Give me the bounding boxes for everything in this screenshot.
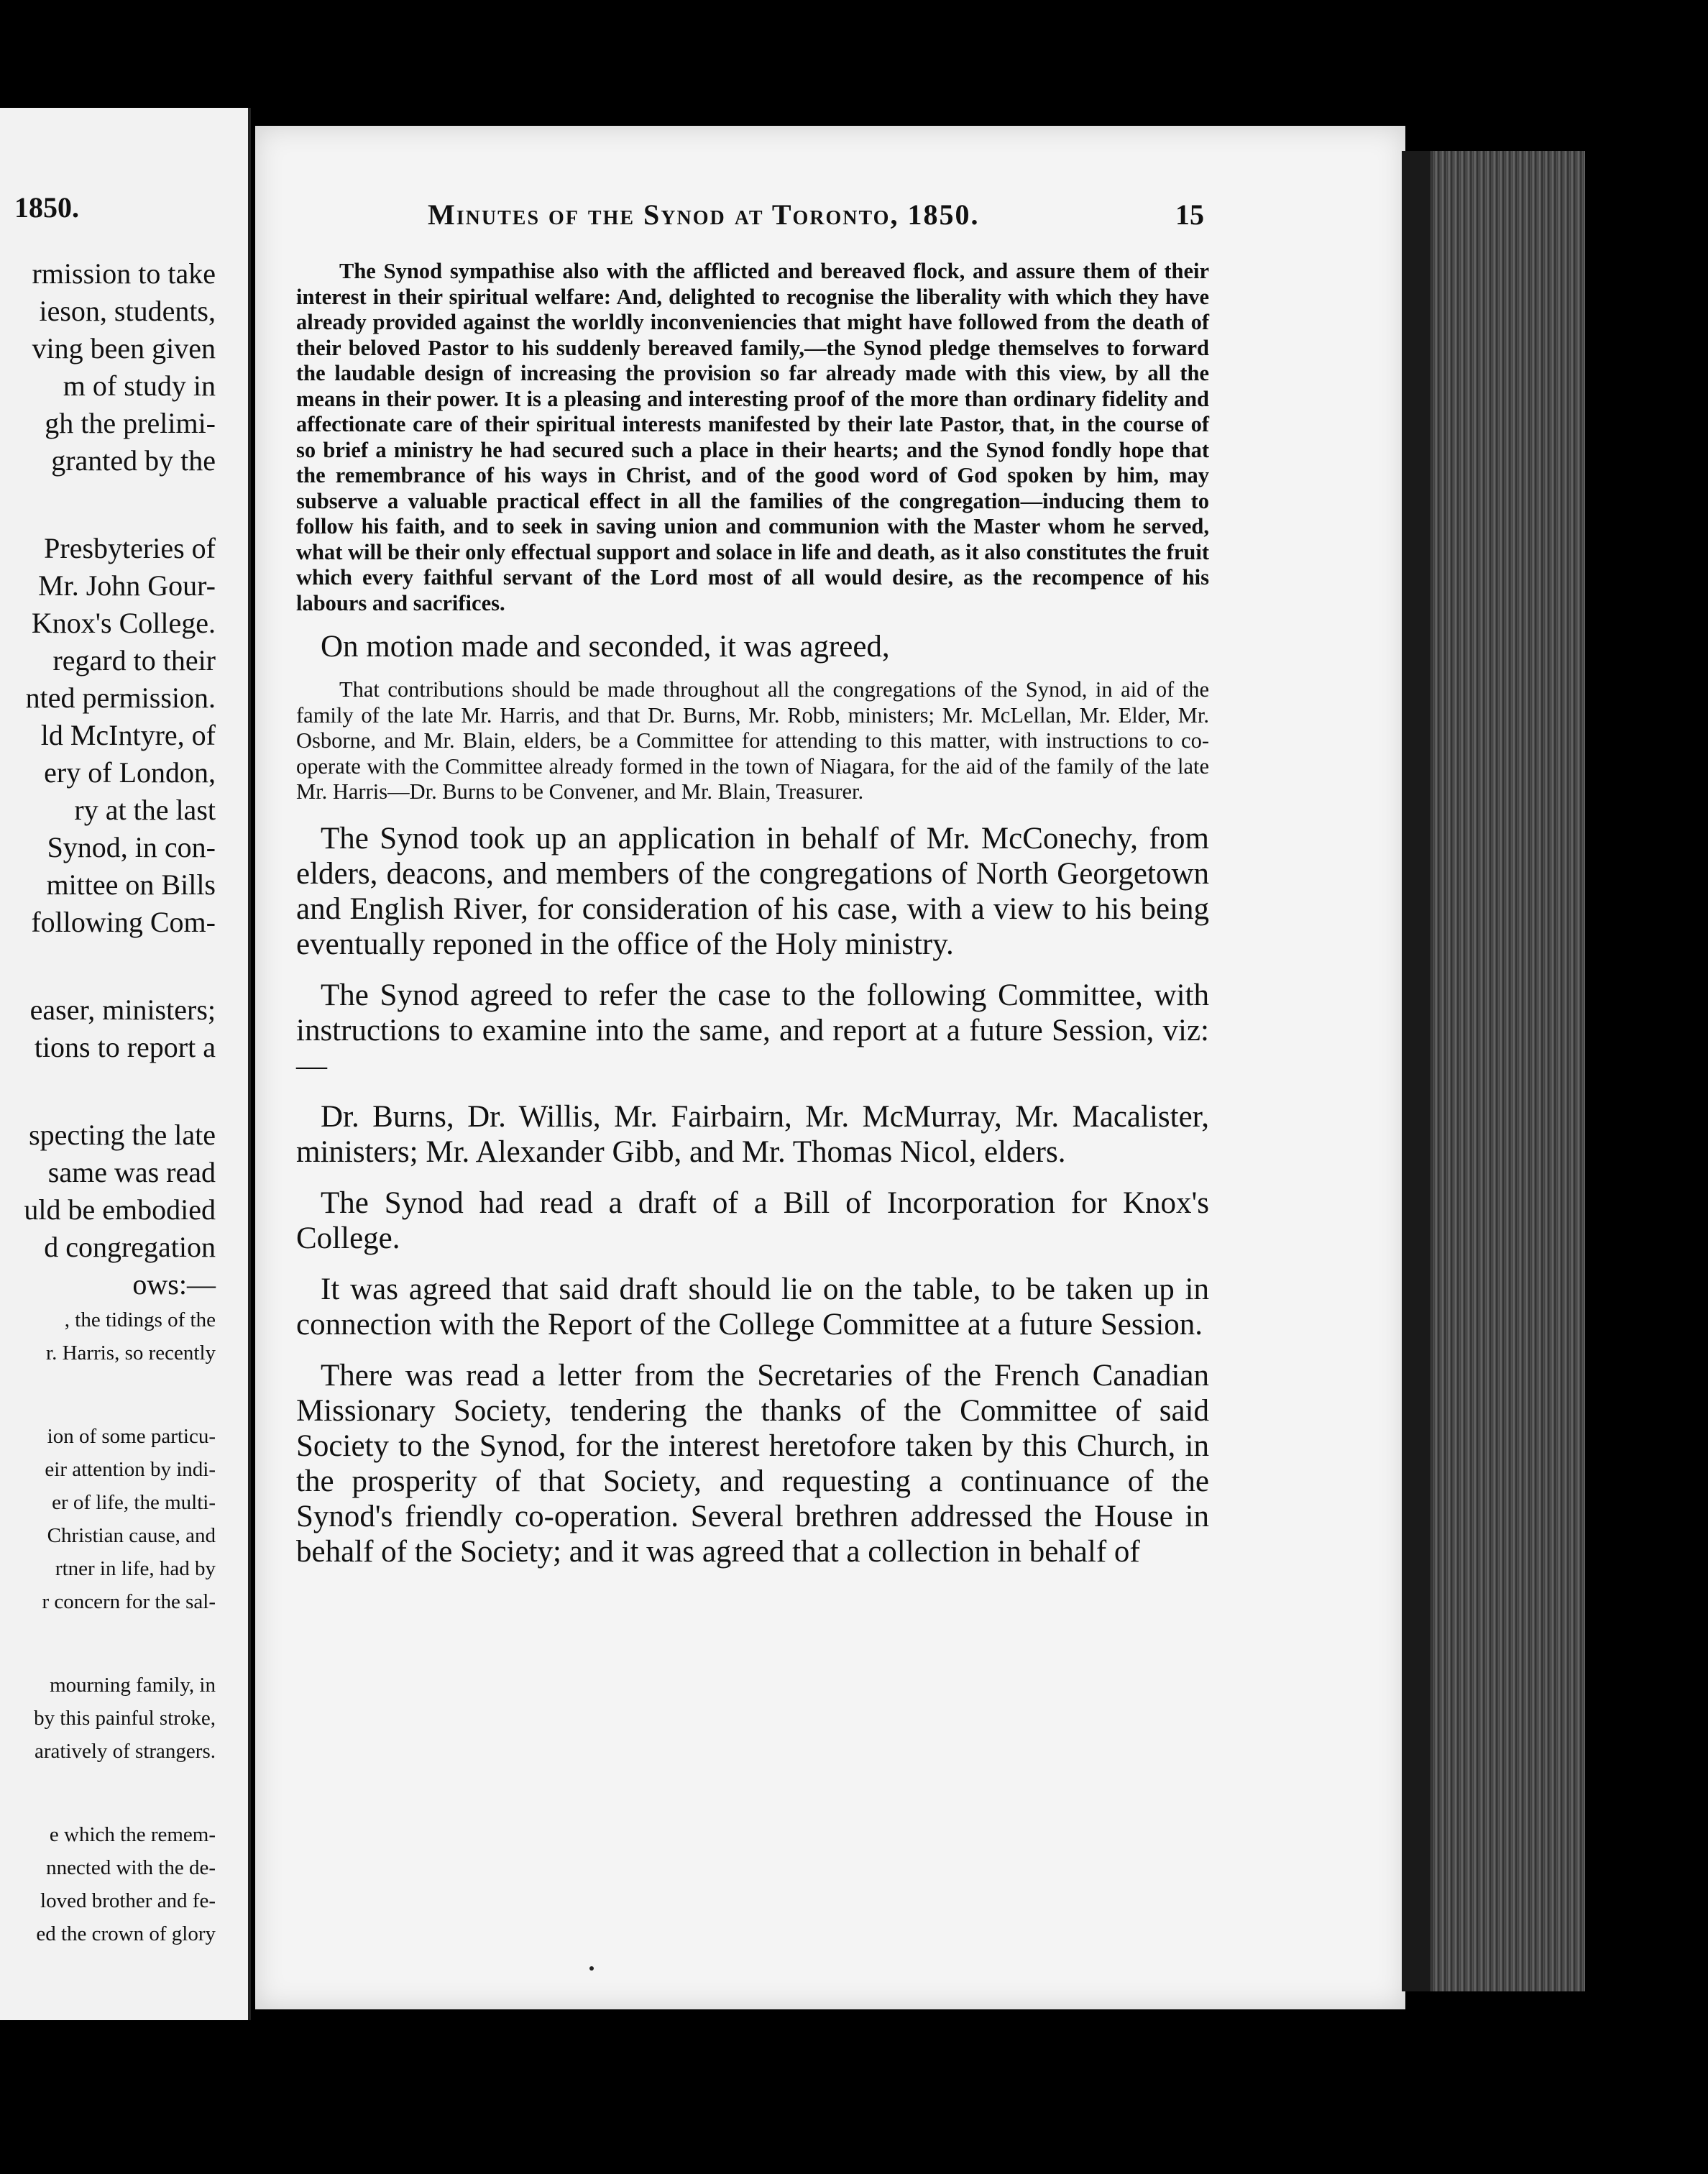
- paragraph-mcconechy-application: The Synod took up an application in behalf of Mr. McConechy, from elders, deacons, and members of the congregations of North Georgetown and English River, for consideration of his case, with a view to his being eventually reponed in the office of the Holy ministry.: [296, 821, 1209, 961]
- left-running-head: 1850.: [14, 191, 79, 224]
- left-page-line: ry at the last: [74, 794, 216, 826]
- left-page-line: Synod, in con-: [47, 831, 216, 863]
- left-page-line: ows:—: [132, 1268, 216, 1301]
- page-header: [428, 198, 1204, 241]
- left-page-line: Presbyteries of: [44, 532, 216, 564]
- left-page-line: mittee on Bills: [46, 868, 216, 901]
- paragraph-refer-committee: The Synod agreed to refer the case to the following Committee, with instructions to examine into the same, and report at a future Session, viz:—: [296, 978, 1209, 1083]
- page-edge-shadow: [1402, 151, 1431, 1991]
- left-line-gap: [0, 480, 216, 530]
- left-page-text: [0, 255, 216, 1950]
- running-head: Minutes of the Synod at Toronto, 1850.: [428, 198, 980, 231]
- left-page-line: ed the crown of glory: [36, 1922, 216, 1945]
- left-line-gap: [0, 1618, 216, 1669]
- left-page-line: Christian cause, and: [47, 1524, 216, 1547]
- left-page-line: nnected with the de-: [46, 1856, 216, 1879]
- left-line-gap: [0, 941, 216, 991]
- left-page-line: aratively of strangers.: [34, 1740, 216, 1763]
- left-line-gap: [0, 1768, 216, 1818]
- left-page-line: eir attention by indi-: [45, 1458, 216, 1481]
- left-page-line: easer, ministers;: [29, 994, 216, 1026]
- left-page-line: r concern for the sal-: [42, 1590, 216, 1613]
- paragraph-synod-sympathy: The Synod sympathise also with the afflicted and bereaved flock, and assure them of their interest in their spiritual welfare: And, delighted to recognise the liberality with which they have already provided against the worldly inconveniencies that might have followed from the death of their beloved Pastor to his suddenly bereaved family,—the Synod pledge themselves to forward the laudable design of increasing the provision so far already made with this view, by all the means in their power. It is a pleasing and interesting proof of the more than ordinary fidelity and affectionate care of their spiritual interests manifested by their late Pastor, that, in the course of so brief a ministry he had secured such a place in their hearts; and the Synod fondly hope that the remembrance of his ways in Christ, and of the good word of God spoken by him, may subserve a valuable practical effect in all the families of the congregation—inducing them to follow his faith, and to seek in saving union and communion with the Master whom he served, what will be their only effectual support and solace in life and death, as it also constitutes the fruit which every faithful servant of the Lord most of all would desire, as the recompence of his labours and sacrifices.: [296, 259, 1209, 615]
- left-page-line: Mr. John Gour-: [38, 569, 216, 602]
- left-page-line: uld be embodied: [24, 1193, 216, 1226]
- left-page-line: by this painful stroke,: [34, 1707, 216, 1730]
- left-page-line: er of life, the multi-: [52, 1491, 216, 1514]
- paragraph-committee-members: Dr. Burns, Dr. Willis, Mr. Fairbairn, Mr. McMurray, Mr. Macalister, ministers; Mr. Alexander Gibb, and Mr. Thomas Nicol, elders.: [296, 1099, 1209, 1169]
- left-page-line: same was read: [47, 1156, 216, 1188]
- left-page-line: ery of London,: [44, 756, 216, 789]
- left-page-line: ion of some particu-: [47, 1425, 216, 1448]
- left-page-line: granted by the: [51, 444, 216, 477]
- left-page: [0, 108, 251, 2020]
- left-page-line: specting the late: [29, 1119, 216, 1151]
- left-page-line: tions to report a: [34, 1031, 216, 1063]
- left-line-gap: [0, 1066, 216, 1116]
- left-line-gap: [0, 1370, 216, 1420]
- left-page-line: Knox's College.: [31, 607, 216, 639]
- page-number: 15: [1175, 198, 1204, 231]
- paragraph-bill-of-incorporation: The Synod had read a draft of a Bill of Incorporation for Knox's College.: [296, 1185, 1209, 1255]
- left-page-line: regard to their: [52, 644, 216, 676]
- page-body: [296, 259, 1209, 1569]
- left-page-line: r. Harris, so recently: [46, 1341, 216, 1365]
- left-page-line: , the tidings of the: [64, 1308, 216, 1331]
- left-page-line: following Com-: [31, 906, 216, 938]
- left-page-line: d congregation: [44, 1231, 216, 1263]
- left-page-line: e which the remem-: [49, 1823, 216, 1846]
- left-page-line: ld McIntyre, of: [40, 719, 216, 751]
- paragraph-french-canadian-society: There was read a letter from the Secretaries of the French Canadian Missionary Society, tendering the thanks of the Committee of said Society to the Synod, for the interest heretofore taken by this Church, in the prosperity of that Society, and requesting a continuance of the Synod's friendly co-operation. Several brethren addressed the House in behalf of the Society; and it was agreed that a collection in behalf of: [296, 1358, 1209, 1569]
- left-page-line: m of study in: [63, 370, 216, 402]
- left-page-line: rtner in life, had by: [55, 1557, 216, 1580]
- left-page-line: ieson, students,: [39, 295, 216, 327]
- left-page-line: rmission to take: [32, 257, 216, 290]
- paragraph-motion: On motion made and seconded, it was agreed,: [321, 630, 890, 664]
- ink-speck: [589, 1966, 594, 1971]
- left-page-line: gh the prelimi-: [45, 407, 216, 439]
- left-page-line: nted permission.: [25, 682, 216, 714]
- paragraph-contributions: That contributions should be made throughout all the congregations of the Synod, in aid of the family of the late Mr. Harris, and that Dr. Burns, Mr. Robb, ministers; Mr. McLellan, Mr. Elder, Mr. Osborne, and Mr. Blain, elders, be a Committee for attending to this matter, with instructions to co-operate with the Committee already formed in the town of Niagara, for the aid of the family of the late Mr. Harris—Dr. Burns to be Convener, and Mr. Blain, Treasurer.: [296, 677, 1209, 804]
- left-page-line: mourning family, in: [50, 1674, 216, 1697]
- left-page-line: loved brother and fe-: [40, 1889, 216, 1912]
- left-page-line: ving been given: [32, 332, 216, 364]
- paragraph-draft-on-table: It was agreed that said draft should lie on the table, to be taken up in connection with the Report of the College Committee at a future Session.: [296, 1272, 1209, 1341]
